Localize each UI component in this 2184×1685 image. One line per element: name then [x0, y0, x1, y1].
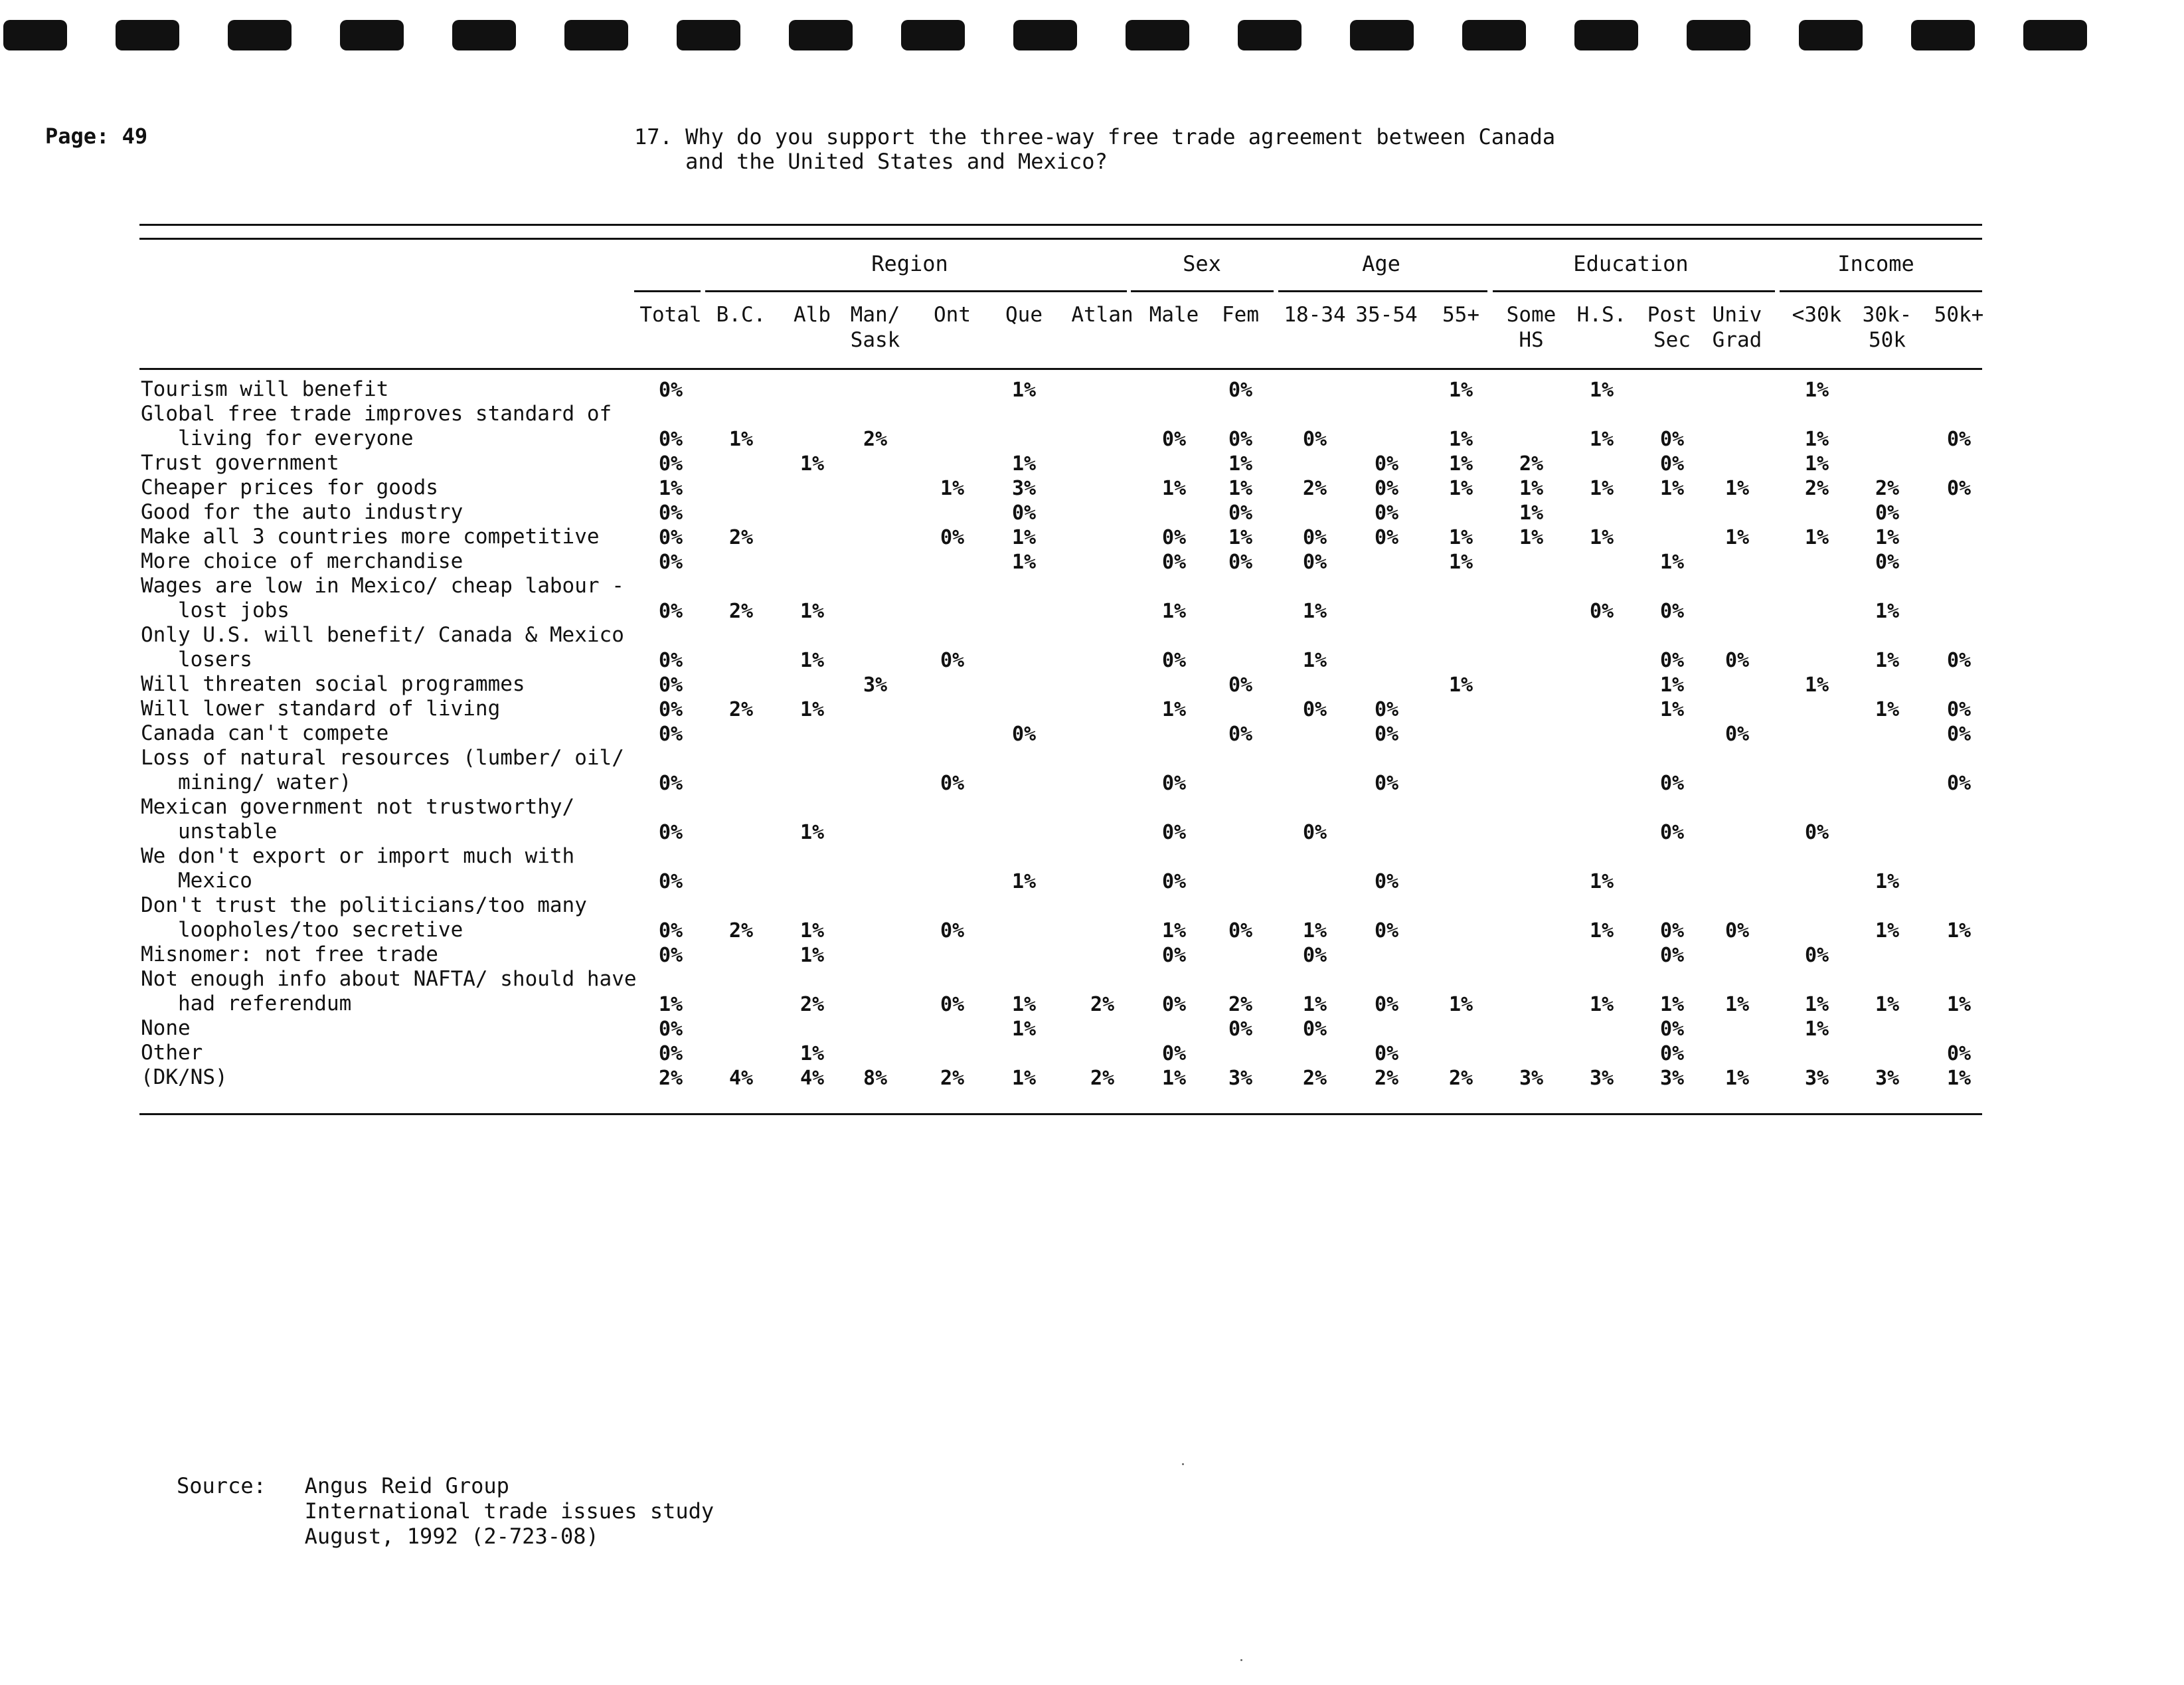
table-cell: 0% [1228, 673, 1253, 697]
column-header: <30k [1792, 303, 1842, 327]
table-cell: 0% [1374, 477, 1399, 500]
table-cell: 2% [1302, 1067, 1327, 1090]
punch-hole [228, 20, 292, 50]
table-cell: 1% [1448, 551, 1473, 574]
punch-hole [116, 20, 179, 50]
table-cell: 0% [1228, 919, 1253, 942]
table-cell: 0% [1659, 600, 1685, 623]
column-header: Man/ Sask [850, 303, 900, 352]
table-cell: 1% [1519, 526, 1544, 549]
table-cell: 1% [799, 1042, 825, 1065]
table-cell: 0% [1161, 1042, 1187, 1065]
table-cell: 0% [1302, 551, 1327, 574]
table-cell: 0% [1011, 501, 1037, 525]
table-cell: 0% [1659, 821, 1685, 844]
table-cell: 0% [1724, 919, 1750, 942]
table-cell: 2% [1875, 477, 1900, 500]
punch-holes [0, 20, 2184, 60]
table-cell: 0% [1804, 944, 1829, 967]
table-cell: 0% [1875, 551, 1900, 574]
table-cell: 1% [1659, 673, 1685, 697]
table-cell: 1% [799, 944, 825, 967]
table-cell: 1% [1946, 919, 1972, 942]
table-cell: 1% [1875, 649, 1900, 672]
table-cell: 0% [658, 698, 683, 721]
table-cell: 0% [1161, 526, 1187, 549]
table-cell: 0% [658, 919, 683, 942]
table-cell: 1% [1448, 526, 1473, 549]
table-cell: 0% [1659, 649, 1685, 672]
row-label: Will lower standard of living [141, 697, 501, 721]
table-cell: 0% [1589, 600, 1614, 623]
table-cell: 0% [940, 649, 965, 672]
column-header: 50k+ [1934, 303, 1984, 327]
table-cell: 1% [1724, 993, 1750, 1016]
column-header: Univ Grad [1712, 303, 1762, 352]
table-cell: 0% [1374, 698, 1399, 721]
table-cell: 3% [1589, 1067, 1614, 1090]
header-rule [139, 368, 1982, 370]
row-label: Other [141, 1041, 203, 1065]
table-cell: 2% [1302, 477, 1327, 500]
row-label: None [141, 1016, 191, 1040]
table-cell: 0% [1659, 1042, 1685, 1065]
top-rule-second [139, 238, 1982, 240]
table-cell: 0% [1161, 551, 1187, 574]
table-cell: 1% [1589, 428, 1614, 451]
table-cell: 0% [1875, 501, 1900, 525]
table-cell: 1% [799, 600, 825, 623]
row-label: Trust government [141, 451, 339, 475]
table-cell: 1% [1302, 919, 1327, 942]
table-cell: 1% [1302, 649, 1327, 672]
table-cell: 1% [1804, 993, 1829, 1016]
column-header: 18-34 [1284, 303, 1346, 327]
group-income: Income [1837, 251, 1914, 276]
table-cell: 0% [658, 673, 683, 697]
table-cell: 1% [799, 452, 825, 476]
table-cell: 0% [658, 944, 683, 967]
table-cell: 0% [1161, 870, 1187, 893]
group-underline-age [1278, 290, 1487, 292]
table-cell: 1% [1011, 870, 1037, 893]
table-cell: 1% [1804, 673, 1829, 697]
table-cell: 0% [1161, 944, 1187, 967]
table-cell: 1% [658, 477, 683, 500]
table-cell: 1% [1228, 526, 1253, 549]
row-label: Canada can't compete [141, 721, 389, 745]
table-cell: 2% [728, 698, 754, 721]
table-cell: 1% [1659, 993, 1685, 1016]
table-cell: 0% [1374, 526, 1399, 549]
table-cell: 0% [658, 551, 683, 574]
table-cell: 3% [1228, 1067, 1253, 1090]
table-cell: 1% [1011, 526, 1037, 549]
punch-hole [1911, 20, 1975, 50]
table-cell: 0% [1724, 723, 1750, 746]
punch-hole [1350, 20, 1414, 50]
table-cell: 0% [1228, 379, 1253, 402]
row-label: Wages are low in Mexico/ cheap labour - lost jobs [141, 574, 624, 622]
table-cell: 0% [940, 919, 965, 942]
table-cell: 1% [1448, 673, 1473, 697]
speck [1240, 1659, 1242, 1661]
table-cell: 3% [1011, 477, 1037, 500]
table-cell: 2% [658, 1067, 683, 1090]
table-cell: 1% [1724, 1067, 1750, 1090]
table-cell: 0% [658, 870, 683, 893]
punch-hole [340, 20, 404, 50]
punch-hole [789, 20, 853, 50]
group-underline-region [705, 290, 1127, 292]
table-cell: 4% [799, 1067, 825, 1090]
table-cell: 0% [1374, 501, 1399, 525]
table-cell: 1% [1302, 993, 1327, 1016]
table-cell: 0% [1302, 821, 1327, 844]
table-cell: 0% [1724, 649, 1750, 672]
table-cell: 2% [940, 1067, 965, 1090]
row-label: Only U.S. will benefit/ Canada & Mexico losers [141, 623, 624, 671]
table-cell: 0% [1946, 698, 1972, 721]
punch-hole [1238, 20, 1302, 50]
table-cell: 1% [1589, 526, 1614, 549]
table-cell: 0% [658, 772, 683, 795]
table-cell: 1% [1875, 600, 1900, 623]
table-cell: 1% [799, 649, 825, 672]
table-cell: 1% [1724, 526, 1750, 549]
row-label: Tourism will benefit [141, 377, 389, 401]
table-cell: 0% [1228, 723, 1253, 746]
table-cell: 1% [1448, 477, 1473, 500]
table-cell: 1% [1804, 379, 1829, 402]
table-cell: 0% [1374, 1042, 1399, 1065]
group-education: Education [1573, 251, 1689, 276]
table-cell: 1% [799, 919, 825, 942]
table-cell: 1% [1589, 870, 1614, 893]
table-cell: 0% [1302, 526, 1327, 549]
table-cell: 3% [1875, 1067, 1900, 1090]
table-cell: 1% [1875, 698, 1900, 721]
table-cell: 1% [1161, 919, 1187, 942]
column-header: Total [639, 303, 702, 327]
table-cell: 1% [1011, 993, 1037, 1016]
table-cell: 2% [799, 993, 825, 1016]
row-label: More choice of merchandise [141, 549, 463, 573]
column-header: B.C. [716, 303, 766, 327]
bottom-rule [139, 1113, 1982, 1115]
punch-hole [452, 20, 516, 50]
table-cell: 2% [863, 428, 888, 451]
table-cell: 3% [1804, 1067, 1829, 1090]
column-header: Fem [1222, 303, 1259, 327]
column-header: Atlan [1071, 303, 1134, 327]
table-cell: 0% [940, 526, 965, 549]
table-cell: 1% [1161, 477, 1187, 500]
table-cell: 0% [1946, 649, 1972, 672]
table-cell: 0% [658, 379, 683, 402]
page-number: Page: 49 [45, 124, 148, 149]
question-text: 17. Why do you support the three-way free trade agreement between Canada and the United States and Mexico? [634, 124, 1556, 174]
table-cell: 0% [1011, 723, 1037, 746]
table-cell: 0% [1228, 1018, 1253, 1041]
table-cell: 2% [728, 526, 754, 549]
table-cell: 1% [1659, 551, 1685, 574]
table-cell: 0% [658, 452, 683, 476]
table-cell: 0% [658, 1018, 683, 1041]
table-cell: 0% [658, 600, 683, 623]
table-cell: 1% [1946, 1067, 1972, 1090]
table-cell: 2% [1090, 993, 1115, 1016]
row-label: Loss of natural resources (lumber/ oil/ mining/ water) [141, 746, 624, 794]
table-cell: 1% [1011, 452, 1037, 476]
row-label: Not enough info about NAFTA/ should have had referendum [141, 967, 637, 1016]
table-cell: 1% [1228, 452, 1253, 476]
table-cell: 0% [1161, 772, 1187, 795]
table-cell: 1% [1589, 993, 1614, 1016]
table-cell: 0% [1302, 698, 1327, 721]
table-cell: 1% [1011, 1067, 1037, 1090]
table-cell: 1% [940, 477, 965, 500]
table-cell: 0% [1659, 772, 1685, 795]
punch-hole [901, 20, 965, 50]
table-cell: 1% [1589, 379, 1614, 402]
table-cell: 1% [1161, 698, 1187, 721]
table-cell: 1% [1659, 477, 1685, 500]
table-cell: 0% [658, 428, 683, 451]
table-cell: 0% [940, 772, 965, 795]
table-cell: 2% [1804, 477, 1829, 500]
punch-hole [1462, 20, 1526, 50]
table-cell: 3% [863, 673, 888, 697]
table-cell: 0% [1228, 551, 1253, 574]
table-cell: 1% [1724, 477, 1750, 500]
table-cell: 1% [1589, 477, 1614, 500]
table-cell: 1% [1161, 600, 1187, 623]
speck [1182, 1463, 1184, 1465]
table-cell: 0% [1228, 428, 1253, 451]
column-header: Some HS [1506, 303, 1556, 352]
table-cell: 1% [1946, 993, 1972, 1016]
group-age: Age [1362, 251, 1400, 276]
table-cell: 1% [1302, 600, 1327, 623]
row-label: Good for the auto industry [141, 500, 463, 524]
table-cell: 0% [1302, 944, 1327, 967]
table-cell: 1% [1011, 379, 1037, 402]
table-cell: 1% [1804, 428, 1829, 451]
table-cell: 8% [863, 1067, 888, 1090]
punch-hole [564, 20, 628, 50]
table-cell: 0% [1659, 452, 1685, 476]
punch-hole [677, 20, 740, 50]
table-cell: 1% [1804, 1018, 1829, 1041]
column-header: Ont [934, 303, 971, 327]
table-cell: 1% [1875, 870, 1900, 893]
table-cell: 2% [1448, 1067, 1473, 1090]
table-cell: 1% [1161, 1067, 1187, 1090]
table-cell: 4% [728, 1067, 754, 1090]
table-cell: 0% [1946, 772, 1972, 795]
table-cell: 0% [1659, 944, 1685, 967]
punch-hole [1687, 20, 1750, 50]
table-cell: 3% [1659, 1067, 1685, 1090]
table-cell: 1% [1659, 698, 1685, 721]
punch-hole [1013, 20, 1077, 50]
table-cell: 0% [1374, 919, 1399, 942]
row-label: (DK/NS) [141, 1065, 228, 1089]
table-cell: 2% [1090, 1067, 1115, 1090]
table-cell: 0% [1946, 723, 1972, 746]
row-label: Don't trust the politicians/too many loopholes/too secretive [141, 893, 587, 942]
row-label: Misnomer: not free trade [141, 942, 438, 966]
table-cell: 0% [1374, 452, 1399, 476]
group-sex: Sex [1183, 251, 1221, 276]
punch-hole [2023, 20, 2087, 50]
row-label: Mexican government not trustworthy/ unstable [141, 795, 575, 843]
table-cell: 1% [1448, 379, 1473, 402]
column-header: Que [1005, 303, 1043, 327]
row-label: Cheaper prices for goods [141, 476, 438, 499]
table-cell: 0% [658, 501, 683, 525]
table-cell: 0% [1804, 821, 1829, 844]
table-cell: 2% [1228, 993, 1253, 1016]
row-label: Global free trade improves standard of living for everyone [141, 402, 612, 450]
table-cell: 1% [1589, 919, 1614, 942]
table-cell: 0% [658, 649, 683, 672]
table-cell: 1% [1228, 477, 1253, 500]
table-cell: 0% [940, 993, 965, 1016]
table-cell: 1% [1448, 452, 1473, 476]
table-cell: 1% [1448, 993, 1473, 1016]
table-cell: 0% [1374, 993, 1399, 1016]
table-cell: 0% [1659, 919, 1685, 942]
table-cell: 1% [728, 428, 754, 451]
table-cell: 0% [1161, 993, 1187, 1016]
column-header: Post Sec [1647, 303, 1697, 352]
group-region: Region [871, 251, 948, 276]
table-cell: 0% [1228, 501, 1253, 525]
table-cell: 1% [1804, 526, 1829, 549]
table-cell: 1% [1875, 919, 1900, 942]
table-cell: 0% [658, 821, 683, 844]
column-header: 35-54 [1355, 303, 1418, 327]
column-header: Male [1149, 303, 1199, 327]
table-cell: 1% [1519, 501, 1544, 525]
table-cell: 1% [1448, 428, 1473, 451]
table-cell: 0% [1161, 649, 1187, 672]
table-cell: 0% [658, 723, 683, 746]
punch-hole [1126, 20, 1189, 50]
group-underline-income [1780, 290, 1982, 292]
table-cell: 1% [1875, 526, 1900, 549]
table-cell: 0% [1374, 772, 1399, 795]
punch-hole [1799, 20, 1863, 50]
table-cell: 2% [1519, 452, 1544, 476]
top-rule [139, 224, 1982, 226]
table-cell: 0% [1946, 1042, 1972, 1065]
table-cell: 0% [1946, 477, 1972, 500]
table-cell: 1% [1011, 551, 1037, 574]
group-underline-sex [1131, 290, 1274, 292]
column-header: Alb [794, 303, 831, 327]
group-underline-total [634, 290, 701, 292]
table-cell: 1% [658, 993, 683, 1016]
table-cell: 2% [728, 919, 754, 942]
row-label: We don't export or import much with Mexico [141, 844, 575, 893]
table-cell: 0% [1374, 870, 1399, 893]
table-cell: 2% [728, 600, 754, 623]
table-cell: 0% [1374, 723, 1399, 746]
source-note: Source: Angus Reid Group International trade issues study August, 1992 (2-723-08) [177, 1473, 714, 1549]
table-cell: 1% [1875, 993, 1900, 1016]
table-cell: 0% [658, 1042, 683, 1065]
table-cell: 1% [1804, 452, 1829, 476]
column-header: H.S. [1576, 303, 1627, 327]
column-header: 55+ [1442, 303, 1479, 327]
table-cell: 1% [1519, 477, 1544, 500]
table-cell: 0% [1302, 428, 1327, 451]
table-cell: 0% [1161, 428, 1187, 451]
table-cell: 0% [658, 526, 683, 549]
row-label: Make all 3 countries more competitive [141, 525, 600, 549]
table-cell: 0% [1946, 428, 1972, 451]
punch-hole [1574, 20, 1638, 50]
table-cell: 1% [799, 698, 825, 721]
punch-hole [3, 20, 67, 50]
table-cell: 0% [1302, 1018, 1327, 1041]
group-underline-education [1493, 290, 1775, 292]
table-cell: 0% [1659, 1018, 1685, 1041]
table-cell: 2% [1374, 1067, 1399, 1090]
table-cell: 0% [1659, 428, 1685, 451]
table-cell: 0% [1161, 821, 1187, 844]
row-label: Will threaten social programmes [141, 672, 525, 696]
table-cell: 3% [1519, 1067, 1544, 1090]
table-cell: 1% [799, 821, 825, 844]
table-cell: 1% [1011, 1018, 1037, 1041]
column-header: 30k- 50k [1862, 303, 1912, 352]
